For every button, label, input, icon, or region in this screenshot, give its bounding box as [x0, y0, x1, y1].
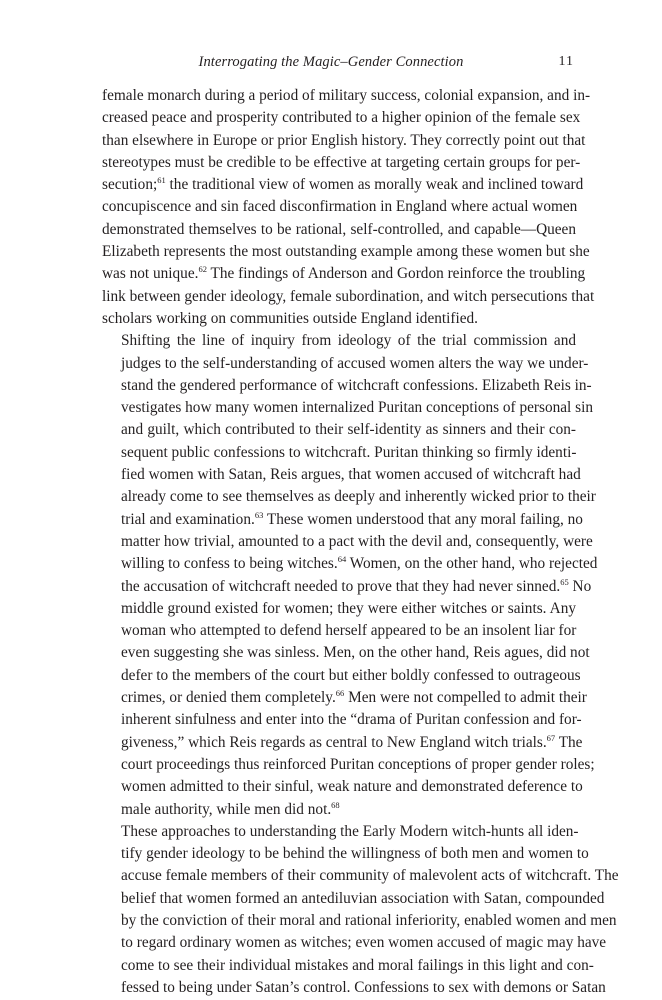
text-run: than elsewhere in Europe or prior English history. They correctly point out that: [102, 131, 586, 149]
text-line: [102, 576, 592, 598]
text-line: [102, 888, 605, 910]
text-line: [102, 932, 607, 954]
text-run: giveness,” which Reis regards as central to New England witch trials.: [121, 733, 547, 751]
text-run: No: [568, 577, 592, 595]
text-run: The: [555, 733, 583, 751]
text-run: Women, on the other hand, who rejected: [346, 555, 598, 573]
text-line: [102, 353, 589, 375]
text-run: These approaches to understanding the Early Modern witch-hunts all iden-: [121, 822, 579, 840]
text-line: [102, 732, 583, 754]
text-run: secution;: [102, 176, 158, 194]
text-run: scholars working on communities outside England identified.: [102, 309, 478, 327]
text-line: [102, 85, 591, 107]
text-run: the accusation of witchcraft needed to prove that they had never sinned.: [121, 577, 561, 595]
text-run: was not unique.: [102, 265, 199, 283]
text-run: woman who attempted to defend herself appeared to be an insolent liar for: [121, 622, 577, 640]
footnote-ref: 63: [254, 509, 264, 520]
text-line: [102, 308, 576, 330]
text-line: [102, 531, 593, 553]
text-line: [102, 709, 582, 731]
text-line: [102, 152, 581, 174]
text-run: trial and examination.: [121, 510, 255, 528]
text-run: already come to see themselves as deeply and inherently wicked prior to their: [121, 488, 596, 506]
text-line: [102, 776, 583, 798]
text-line: [102, 464, 581, 486]
text-run: stereotypes must be credible to be effective at targeting certain groups for per-: [102, 153, 581, 171]
text-run: male authority, while men did not.: [121, 800, 332, 818]
text-line: [102, 174, 584, 196]
text-line: [102, 219, 576, 241]
text-line: [102, 821, 579, 843]
text-run: women admitted to their sinful, weak nature and demonstrated deference to: [121, 778, 583, 796]
body-text: [102, 85, 619, 999]
footnote-ref: 68: [331, 799, 340, 810]
text-line: [102, 486, 596, 508]
text-line: [102, 865, 619, 887]
paragraph: [102, 330, 598, 821]
text-run: judges to the self-understanding of accused women alters the way we under-: [121, 354, 589, 372]
text-line: [102, 642, 590, 664]
paragraph: [102, 85, 595, 330]
footnote-ref: 61: [157, 175, 166, 186]
text-run: come to see their individual mistakes and moral failings in this light and con-: [121, 956, 594, 974]
footnote-ref: 66: [335, 688, 345, 699]
text-run: link between gender ideology, female subordination, and witch persecutions that: [102, 287, 595, 305]
text-line: [102, 843, 589, 865]
text-line: [102, 375, 592, 397]
text-line: [102, 263, 586, 285]
text-line: [102, 955, 594, 977]
text-run: Elizabeth represents the most outstanding example among these women but she: [102, 243, 590, 261]
text-run: vestigates how many women internalized Puritan conceptions of personal sin: [121, 399, 593, 417]
page-number: 11: [558, 54, 574, 69]
text-line: [102, 442, 576, 464]
text-run: demonstrated themselves to be rational, self-controlled, and capable—Queen: [102, 220, 576, 238]
text-run: defer to the members of the court but either boldly confessed to outrageous: [121, 666, 581, 684]
text-line: [102, 553, 598, 575]
text-run: Men were not compelled to admit their: [344, 689, 587, 707]
text-line: [102, 196, 576, 218]
text-line: [102, 977, 606, 999]
text-line: [102, 130, 586, 152]
text-run: inherent sinfulness and enter into the “drama of Puritan confession and for-: [121, 711, 582, 729]
text-run: matter how trivial, amounted to a pact with the devil and, consequently, were: [121, 532, 593, 550]
text-run: fied women with Satan, Reis argues, that women accused of witchcraft had: [121, 466, 581, 484]
text-run: crimes, or denied them completely.: [121, 689, 336, 707]
running-head-title: Interrogating the Magic–Gender Connection: [198, 54, 464, 70]
footnote-ref: 62: [198, 264, 207, 275]
text-line: [102, 665, 581, 687]
text-line: [102, 754, 595, 776]
footnote-ref: 67: [546, 732, 556, 743]
text-run: concupiscence and sin faced disconfirmation in England where actual women: [102, 198, 578, 216]
text-run: court proceedings thus reinforced Puritan conceptions of proper gender roles;: [121, 755, 595, 773]
text-run: fessed to being under Satan’s control. Confessions to sex with demons or Satan: [121, 978, 606, 996]
text-run: even suggesting she was sinless. Men, on the other hand, Reis agues, did not: [121, 644, 590, 662]
text-line: [102, 286, 595, 308]
footnote-ref: 65: [560, 576, 569, 587]
text-run: female monarch during a period of military success, colonial expansion, and in-: [102, 87, 591, 104]
text-line: [102, 799, 576, 821]
text-line: [102, 910, 617, 932]
text-run: belief that women formed an antediluvian association with Satan, compounded: [121, 889, 605, 907]
footnote-ref: 64: [337, 554, 347, 565]
text-run: stand the gendered performance of witchcraft confessions. Elizabeth Reis in-: [121, 376, 592, 394]
text-line: [102, 330, 576, 352]
paragraph: [102, 821, 619, 999]
text-line: [102, 241, 590, 263]
text-line: [102, 598, 576, 620]
text-line: [102, 107, 581, 129]
running-head: [0, 52, 662, 72]
text-run: middle ground existed for women; they were either witches or saints. Any: [121, 599, 576, 617]
text-line: [102, 419, 576, 441]
text-line: [102, 397, 593, 419]
text-run: the traditional view of women as morally weak and inclined toward: [165, 176, 584, 194]
text-run: accuse female members of their community of malevolent acts of witchcraft. The: [121, 867, 619, 885]
text-run: tify gender ideology to be behind the willingness of both men and women to: [121, 845, 589, 863]
text-run: These women understood that any moral failing, no: [263, 510, 583, 528]
text-run: willing to confess to being witches.: [121, 555, 338, 573]
text-line: [102, 620, 576, 642]
text-run: Shifting the line of inquiry from ideology of the trial commission and: [121, 332, 576, 350]
text-line: [102, 509, 583, 531]
text-run: creased peace and prosperity contributed to a higher opinion of the female sex: [102, 109, 581, 127]
text-line: [102, 687, 587, 709]
text-run: The findings of Anderson and Gordon reinforce the troubling: [206, 265, 586, 283]
text-run: sequent public confessions to witchcraft. Puritan thinking so firmly identi-: [121, 443, 577, 461]
text-run: by the conviction of their moral and rational inferiority, enabled women and men: [121, 911, 617, 929]
text-run: and guilt, which contributed to their self-identity as sinners and their con-: [121, 421, 576, 439]
text-run: to regard ordinary women as witches; even women accused of magic may have: [121, 934, 607, 952]
